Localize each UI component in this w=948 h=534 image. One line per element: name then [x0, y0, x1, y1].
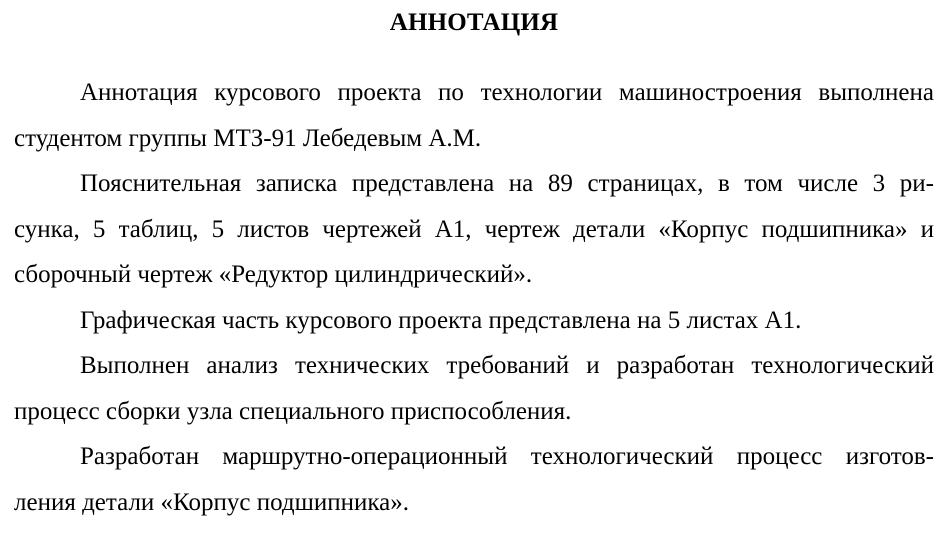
paragraph-line: Графическая часть курсового проекта представлена на 5 листах А1.	[80, 306, 802, 334]
paragraph-process	[14, 434, 934, 525]
paragraph-line: Разработан маршрутно-операционный технологический процесс изготов-	[80, 443, 934, 470]
paragraph-line: Аннотация курсового проекта по технологии машиностроения выполнена	[80, 79, 934, 106]
paragraph-line: сборочный чертеж «Редуктор цилиндрический».	[14, 261, 533, 288]
paragraph-line: процесс сборки узла специального приспособления.	[14, 397, 572, 425]
paragraph-analysis	[14, 343, 934, 434]
paragraph-annotation-author	[14, 70, 934, 161]
paragraph-line: сунка, 5 таблиц, 5 листов чертежей А1, чертеж детали «Корпус подшипника» и	[14, 215, 934, 243]
paragraph-line: студентом группы МТЗ-91 Лебедевым А.М.	[14, 124, 482, 152]
paragraph-line: Выполнен анализ технических требований и разработан технологический	[80, 352, 934, 379]
paragraph-graphic-part	[14, 298, 934, 344]
paragraph-explanatory-note	[14, 161, 934, 298]
paragraph-line: Пояснительная записка представлена на 89 страницах, в том числе 3 ри-	[80, 170, 934, 197]
document-title: АННОТАЦИЯ	[389, 9, 559, 36]
paragraph-line: ления детали «Корпус подшипника».	[14, 488, 409, 516]
